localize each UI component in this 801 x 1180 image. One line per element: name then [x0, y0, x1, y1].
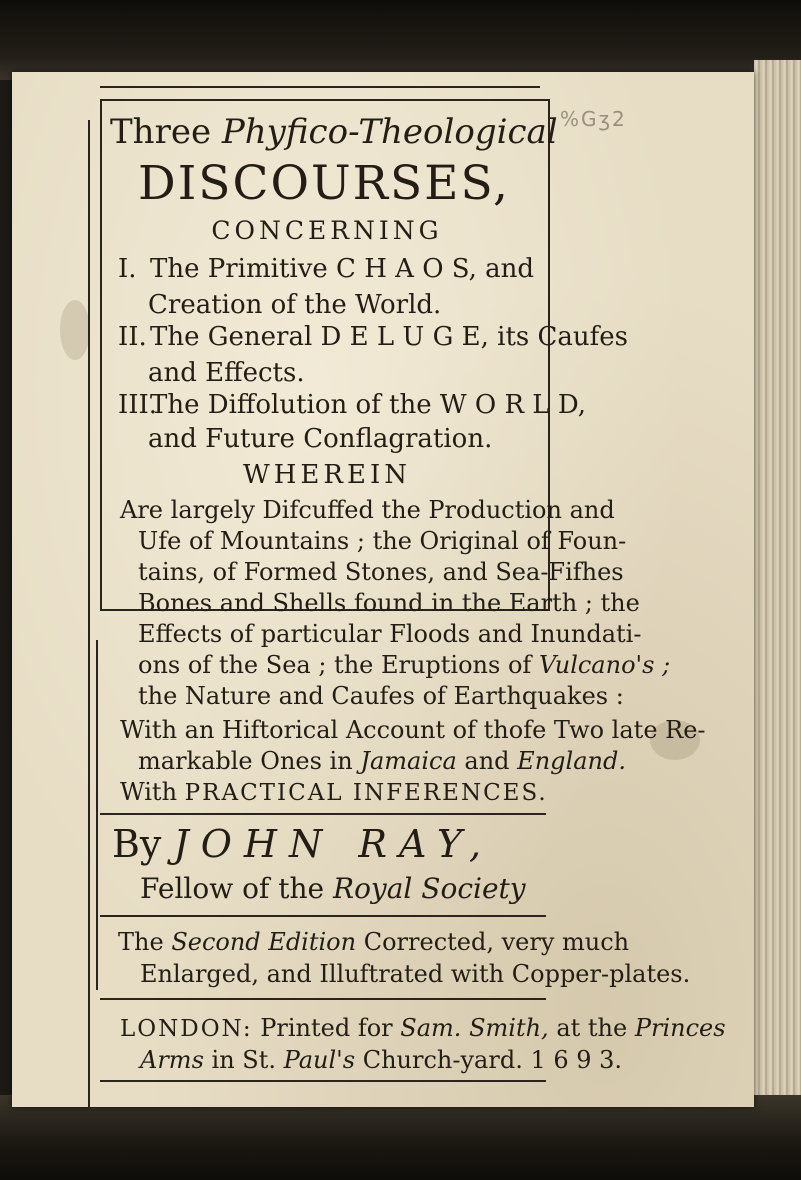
imprint-line-2	[140, 1046, 623, 1074]
margin-rule	[96, 640, 98, 990]
practical-inferences-text: PRACTICAL INFERENCES.	[184, 780, 548, 806]
item-1	[118, 254, 536, 284]
item-3-cont: and Future Conflagration.	[148, 424, 493, 454]
edition-line-2: Enlarged, and Illuftrated with Copper-plates.	[140, 960, 691, 988]
historical-line-1: With an Hiftorical Account of thofe Two late Re-	[120, 716, 706, 744]
item-number: III.	[118, 390, 158, 420]
royal-society-text: Royal Society	[332, 872, 526, 905]
description-line: the Nature and Caufes of Earthquakes :	[138, 682, 624, 710]
top-rule	[100, 86, 540, 88]
fellow-text: Fellow of the	[140, 872, 325, 905]
item-3	[118, 390, 587, 420]
description-line: Effects of particular Floods and Inundati-	[138, 620, 642, 648]
item-2	[118, 322, 629, 352]
stain	[60, 300, 90, 360]
scan-background-bottom	[0, 1095, 801, 1180]
item-2-cont: and Effects.	[148, 358, 305, 388]
title-line-1	[110, 112, 558, 152]
scan-background-top	[0, 0, 801, 80]
edition-rest: Corrected, very much	[363, 928, 630, 956]
second-edition-text: Second Edition	[171, 928, 357, 956]
item-text: The General D E L U G E, its Caufes	[150, 322, 629, 352]
publication-year: 1 6 9 3.	[530, 1046, 623, 1074]
inferences-line	[120, 778, 548, 806]
fellow-line	[140, 872, 526, 905]
jamaica-text: Jamaica	[360, 747, 457, 775]
description-text: ons of the Sea ; the Eruptions of	[138, 651, 532, 679]
historical-text: markable Ones in	[138, 747, 353, 775]
gutter-handwriting: %Gʒ2	[560, 107, 627, 131]
title-physico: Phyfico-Theological	[221, 112, 558, 152]
margin-rule	[88, 120, 90, 1110]
title-three: Three	[110, 112, 212, 152]
item-1-cont: Creation of the World.	[148, 290, 442, 320]
vulcano-text: Vulcano's ;	[538, 651, 671, 679]
item-text: The Diffolution of the W O R L D,	[150, 390, 587, 420]
divider	[100, 998, 546, 1000]
concerning-heading: CONCERNING	[211, 216, 443, 245]
by-text: By	[112, 822, 162, 866]
wherein-heading: WHEREIN	[243, 460, 411, 490]
publisher-name: Sam. Smith,	[400, 1014, 549, 1042]
edition-line-1	[118, 928, 630, 956]
description-line: tains, of Formed Stones, and Sea-Fifhes	[138, 558, 624, 586]
princes-text: Princes	[634, 1014, 726, 1042]
london-text: LONDON:	[120, 1016, 253, 1042]
with-text: With	[120, 778, 178, 806]
item-number: I.	[118, 254, 137, 284]
item-text: The Primitive C H A O S, and	[150, 254, 535, 284]
title-discourses: DISCOURSES,	[138, 156, 510, 211]
at-the-text: at the	[556, 1014, 628, 1042]
description-line: Bones and Shells found in the Earth ; the	[138, 589, 640, 617]
divider	[100, 1080, 546, 1082]
churchyard-text: Church-yard.	[362, 1046, 523, 1074]
imprint-line-1	[120, 1014, 726, 1042]
divider	[100, 813, 546, 815]
author-line	[112, 822, 542, 866]
divider	[100, 915, 546, 917]
page-gutter	[754, 60, 801, 1110]
description-line	[138, 651, 671, 679]
and-text: and	[464, 747, 510, 775]
description-line: Ufe of Mountains ; the Original of Foun-	[138, 527, 627, 555]
england-text: England.	[517, 747, 626, 775]
historical-line-2	[138, 747, 626, 775]
arms-text: Arms	[140, 1046, 204, 1074]
printed-for-text: Printed for	[260, 1014, 393, 1042]
item-number: II.	[118, 322, 147, 352]
in-st-text: in St.	[211, 1046, 277, 1074]
the-text: The	[118, 928, 164, 956]
author-name: JOHN RAY,	[173, 822, 494, 866]
description-line: Are largely Difcuffed the Production and	[120, 496, 615, 524]
pauls-text: Paul's	[283, 1046, 356, 1074]
